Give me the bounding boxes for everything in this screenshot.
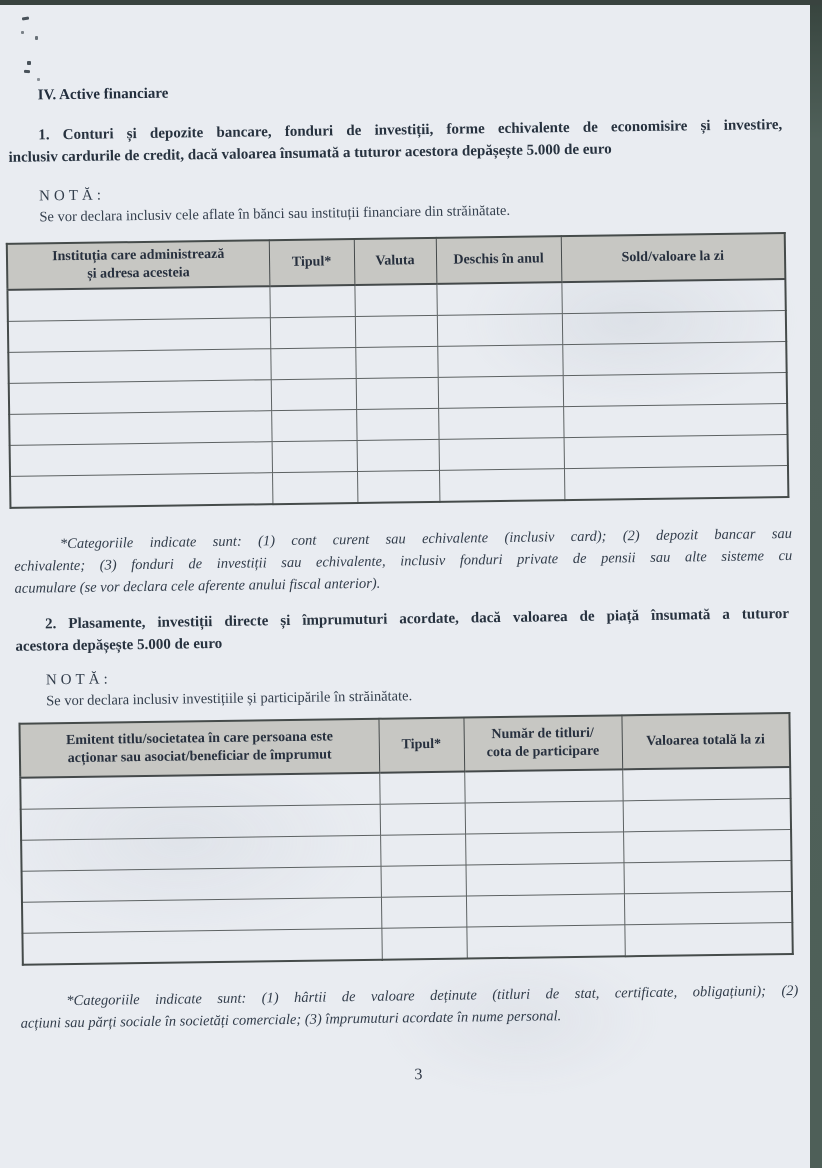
empty-cell (269, 285, 354, 318)
empty-cell (272, 441, 357, 473)
empty-cell (381, 865, 466, 897)
empty-cell (380, 834, 465, 866)
empty-cell (623, 860, 791, 893)
text-line: acumulare (se vor declara cele aferente anului fiscal anterior). (14, 575, 381, 597)
empty-cell (465, 832, 623, 865)
empty-cell (8, 318, 270, 353)
empty-cell (562, 342, 786, 376)
empty-cell (9, 380, 271, 415)
item1-heading (8, 115, 783, 169)
empty-cell (436, 282, 561, 315)
bank-accounts-table (6, 232, 790, 509)
item2-heading (15, 604, 790, 658)
scan-edge-top (0, 0, 822, 5)
empty-cell (564, 434, 788, 468)
empty-cell (271, 379, 356, 411)
empty-cell (355, 346, 437, 378)
empty-cell (354, 284, 436, 317)
empty-cell (380, 803, 465, 835)
empty-cell (270, 317, 355, 349)
scan-speck (37, 78, 40, 81)
empty-cell (381, 896, 466, 928)
col-header-institution: Instituția care administrează și adresa acesteia (7, 240, 270, 290)
scan-speck (35, 36, 38, 40)
empty-cell (622, 767, 790, 801)
text-line: 2. Plasamente, investiții directe și împrumuturi acordate, dacă valoarea de piață însumată a tuturor (44, 605, 790, 633)
empty-cell (564, 465, 788, 500)
empty-cell (270, 348, 355, 380)
empty-cell (357, 439, 439, 471)
item2-note-label: NOTĂ: (45, 671, 112, 689)
empty-cell (624, 922, 792, 956)
scan-speck (27, 61, 31, 65)
empty-cell (466, 925, 624, 959)
col-header-type: Tipul* (269, 239, 355, 286)
empty-cell (623, 829, 791, 862)
empty-cell (21, 804, 380, 840)
text-line: acțiuni sau părți sociale în societăți comerciale; (3) împrumuturi acordate în nume personal. (20, 1008, 562, 1032)
empty-cell (466, 863, 624, 896)
empty-cell (22, 928, 381, 965)
empty-cell (563, 372, 787, 406)
empty-cell (22, 866, 381, 902)
section-title: IV. Active financiare (37, 85, 169, 104)
empty-cell (7, 286, 269, 321)
empty-cell (563, 403, 787, 437)
item2-footnote (20, 980, 799, 1035)
empty-cell (355, 315, 437, 347)
page-number: 3 (414, 1066, 423, 1084)
empty-cell (562, 311, 786, 345)
empty-cell (465, 801, 623, 834)
empty-cell (438, 407, 563, 440)
scan-edge-right (810, 0, 822, 1168)
empty-cell (22, 897, 381, 933)
empty-cell (466, 894, 624, 927)
text-line: echivalente; (3) fonduri de investiții sau echivalente, inclusiv fonduri private de pensii sau alte sisteme cu (14, 547, 793, 575)
col-header-total-value: Valoarea totală la zi (621, 713, 790, 769)
col-header-issuer: Emitent titlu/societatea în care persoana este acționar sau asociat/beneficiar de împrumut (19, 719, 379, 778)
empty-cell (438, 376, 563, 409)
empty-cell (357, 470, 439, 503)
text-line: *Categoriile indicate sunt: (1) cont curent sau echivalente (inclusiv card); (2) depozit bancar sau (59, 525, 793, 553)
empty-cell (623, 798, 791, 831)
investments-table (18, 712, 793, 966)
empty-cell (272, 472, 357, 505)
col-header-titles-count: Număr de titluri/ cota de participare (463, 715, 622, 771)
empty-cell (20, 773, 379, 810)
empty-cell (437, 345, 562, 378)
empty-cell (271, 410, 356, 442)
text-line: 1. Conturi și depozite bancare, fonduri de investiții, forme echivalente de economisire și investire, (38, 117, 783, 144)
item2-note-text: Se vor declara inclusiv investițiile și participările în străinătate. (46, 688, 413, 710)
item1-note-label: NOTĂ: (39, 187, 106, 205)
empty-cell (9, 411, 271, 446)
empty-cell (10, 442, 272, 477)
text-line: *Categoriile indicate sunt: (1) hârtii de valoare deținute (titluri de stat, certificate, obligațiuni); (2) (66, 982, 799, 1010)
empty-cell (624, 891, 792, 924)
empty-cell (439, 469, 564, 502)
empty-cell (437, 314, 562, 347)
empty-cell (356, 408, 438, 440)
text-line: acestora depășește 5.000 de euro (15, 635, 223, 655)
scan-speck (24, 70, 30, 74)
empty-cell (439, 438, 564, 471)
empty-cell (10, 473, 272, 508)
empty-cell (8, 349, 270, 384)
scan-speck (21, 31, 24, 34)
item1-footnote (14, 523, 793, 600)
col-header-balance: Sold/valoare la zi (561, 233, 786, 282)
col-header-opened-year: Deschis în anul (436, 236, 562, 284)
empty-cell (379, 772, 464, 805)
item1-note-text: Se vor declara inclusiv cele aflate în bănci sau instituții financiare din străinătate. (39, 202, 511, 226)
empty-cell (21, 835, 380, 871)
empty-cell (464, 769, 622, 803)
col-header-type: Tipul* (378, 718, 464, 773)
empty-cell (356, 377, 438, 409)
text-line: inclusiv cardurile de credit, dacă valoarea însumată a tuturor acestora depășește 5.000 de euro (8, 140, 612, 166)
col-header-currency: Valuta (354, 238, 437, 285)
empty-cell (561, 279, 785, 314)
empty-cell (381, 927, 466, 960)
